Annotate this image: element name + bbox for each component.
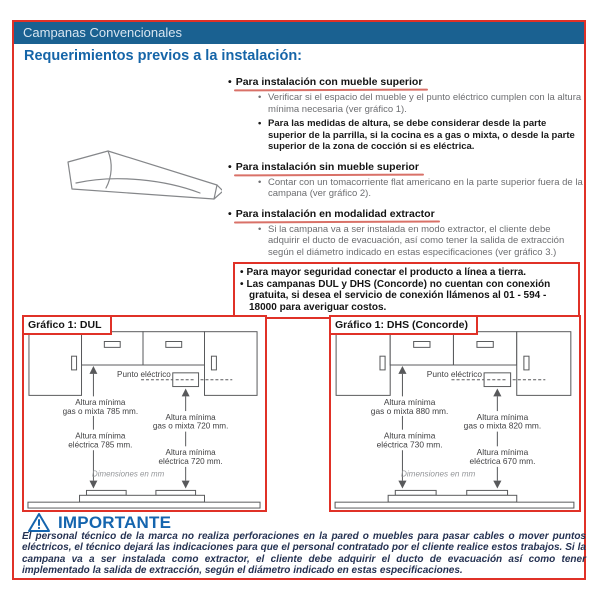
label-electrica-left: eléctrica 730 mm. <box>376 440 443 450</box>
warning-triangle-icon <box>27 512 51 533</box>
right-height-arrow <box>493 389 501 489</box>
label-gas-left: gas o mixta 785 mm. <box>62 407 139 416</box>
section-extractor: • Para instalación en modalidad extractor • Si la campana va a ser instalada en modo extractor, el cliente debe adquirir el ducto de evacuación, así como tener la salida de extracción según el diámetro indicado en estas especificaciones (ver gráfico 3.) <box>228 208 584 259</box>
label-gas-left: gas o mixta 880 mm. <box>370 407 449 416</box>
section-heading: Para instalación con mueble superior <box>235 76 423 88</box>
label-altura-minima: Altura mínima <box>165 448 216 458</box>
range-hood-drawing-icon <box>16 136 222 220</box>
requirement-item: • Contar con un tomacorriente flat americano en la parte superior fuera de la campana (ver gráfico 2). <box>258 177 584 200</box>
label-altura-minima: Altura mínima <box>476 413 529 422</box>
label-electrica-right: eléctrica 720 mm. <box>158 456 223 466</box>
requirement-item: • Verificar si el espacio del mueble y el punto eléctrico cumplen con la altura mínima necesaria (ver gráfico 1). <box>258 92 584 115</box>
diagram-title: Gráfico 1: DHS (Concorde) <box>329 315 478 335</box>
header-title: Campanas Convencionales <box>23 25 182 40</box>
label-altura-minima: Altura mínima <box>476 448 529 458</box>
label-altura-minima: Altura mínima <box>383 431 436 441</box>
section-sin-mueble: • Para instalación sin mueble superior • Contar con un tomacorriente flat americano en la parte superior fuera de la campana (ver gráfico 2). <box>228 161 584 200</box>
label-electrica-right: eléctrica 670 mm. <box>469 457 536 466</box>
cooktop <box>335 490 574 508</box>
important-header <box>27 512 171 533</box>
dimensions-note: Dimensiones en mm <box>92 469 165 479</box>
important-title: IMPORTANTE <box>58 512 172 532</box>
header-bar <box>14 22 584 44</box>
label-electrica-left: eléctrica 785 mm. <box>68 440 133 450</box>
right-height-arrow <box>182 389 190 489</box>
height-labels <box>63 398 229 478</box>
cabinets <box>29 332 257 396</box>
important-body: El personal técnico de la marca no realiza perforaciones en la pared o muebles para pasar cables o mover puntos eléctricos, el técnico dejará las indicaciones para que el personal contratado por el cliente realice estos trabajos. Si la campana va a ser instalada como extractor, el cliente debe adquirir el ducto de evacuación así como tener implementado la salida de extracción, según el diámetro indicado en estas especificaciones. <box>22 531 586 577</box>
label-altura-minima: Altura mínima <box>165 412 216 422</box>
diagram-title: Gráfico 1: DUL <box>22 315 112 335</box>
hood-illustration <box>16 136 222 220</box>
installation-diagram-dhs <box>331 317 579 510</box>
page-title: Requerimientos previos a la instalación: <box>24 48 302 64</box>
electric-point-label: Punto eléctrico <box>117 369 171 379</box>
page-frame <box>12 20 586 580</box>
diagram-dul <box>22 315 267 512</box>
section-con-mueble: • Para instalación con mueble superior • Verificar si el espacio del mueble y el punto eléctrico cumplen con la altura mínima necesaria (ver gráfico 1). • Para las medidas de altura, se debe considerar desde la parte superior de la parrilla, si la cocina es a gas o mixta, o desde la parte superior de la zona de cocción si es eléctrica. <box>228 76 584 153</box>
label-gas-right: gas o mixta 820 mm. <box>463 421 542 431</box>
label-altura-minima: Altura mínima <box>383 398 436 408</box>
electric-point-label: Punto eléctrico <box>426 369 483 379</box>
section-heading: Para instalación sin mueble superior <box>235 160 419 173</box>
warning-line: • Las campanas DUL y DHS (Concorde) no cuentan con conexión gratuita, si desea el servicio de conexión llámenos al 01 - 594 - 18000 para averiguar costos. <box>240 279 573 314</box>
installation-diagram-dul <box>24 317 265 510</box>
height-labels <box>371 398 541 478</box>
label-gas-right: gas o mixta 720 mm. <box>152 421 229 431</box>
requirement-item: • Si la campana va a ser instalada en modo extractor, el cliente debe adquirir el ducto de evacuación, así como tener la salida de extracción según el diámetro indicado en estas especificaciones (ver gráfico 3.) <box>258 224 584 259</box>
cooktop <box>28 490 260 508</box>
section-heading: Para instalación en modalidad extractor <box>235 207 435 220</box>
grounding-warning-box <box>233 262 580 319</box>
dimensions-note: Dimensiones en mm <box>400 469 476 479</box>
warning-line: • Para mayor seguridad conectar el producto a línea a tierra. <box>240 267 573 279</box>
cabinets <box>336 332 571 396</box>
requirement-item: • Para las medidas de altura, se debe considerar desde la parte superior de la parrilla, si la cocina es a gas o mixta, o desde la parte superior de la zona de cocción si es eléctrica. <box>258 118 584 153</box>
diagram-dhs <box>329 315 581 512</box>
label-altura-minima: Altura mínima <box>75 431 126 441</box>
label-altura-minima: Altura mínima <box>75 398 126 408</box>
requirements-list <box>228 76 584 266</box>
